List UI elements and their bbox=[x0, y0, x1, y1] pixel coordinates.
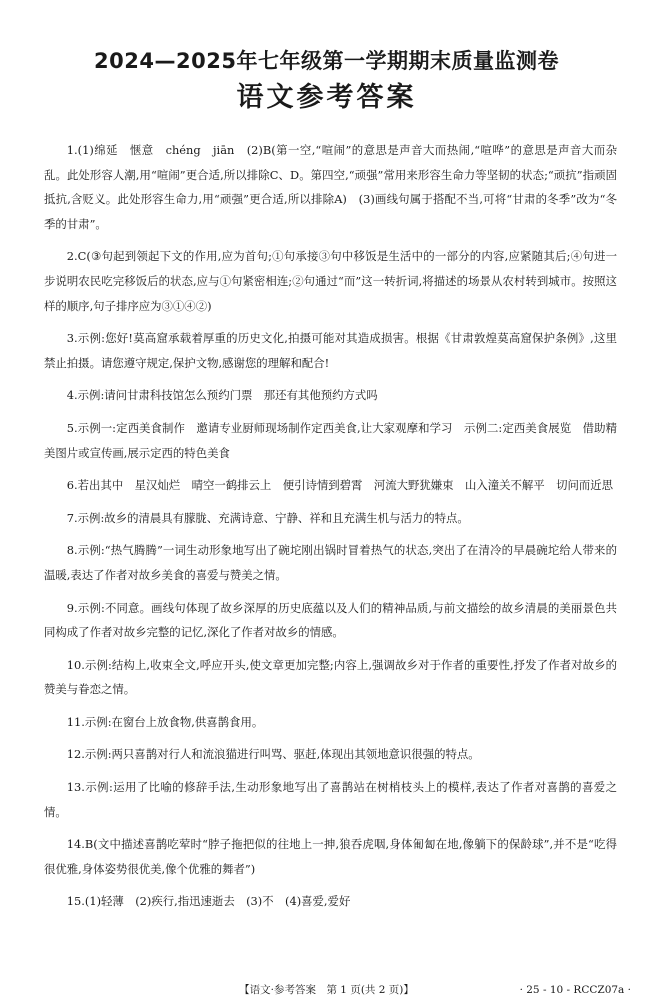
document-code: · 25 - 10 - RCCZ07a · bbox=[519, 984, 631, 996]
answer-item-6: 6.若出其中 星汉灿烂 晴空一鹤排云上 便引诗情到碧霄 河流大野犹嫌束 山入潼关不解平 切问而近思 bbox=[66, 478, 614, 493]
page-footer bbox=[0, 980, 653, 1000]
exam-subtitle: 语文参考答案 bbox=[236, 82, 417, 113]
answer-list bbox=[44, 138, 617, 922]
answer-item-13: 13.示例:运用了比喻的修辞手法,生动形象地写出了喜鹊站在树梢枝头上的模样,表达了作者对喜鹊的喜爱之情。 bbox=[44, 780, 617, 819]
answer-item-4: 4.示例:请问甘肃科技馆怎么预约门票 那还有其他预约方式吗 bbox=[66, 388, 378, 403]
exam-title: 2024—2025年七年级第一学期期末质量监测卷 bbox=[94, 49, 559, 73]
answer-item-15: 15.(1)轻薄 (2)疾行,指迅速逝去 (3)不 (4)喜爱,爱好 bbox=[66, 894, 351, 909]
answer-item-11: 11.示例:在窗台上放食物,供喜鹊食用。 bbox=[66, 714, 264, 729]
answer-item-9: 9.示例:不同意。画线句体现了故乡深厚的历史底蕴以及人们的精神品质,与前文描绘的故乡清晨的美丽景色共同构成了作者对故乡完整的记忆,深化了作者对故乡的情感。 bbox=[44, 600, 617, 640]
page-number-label: 【语文·参考答案 第 1 页(共 2 页)】 bbox=[239, 984, 414, 996]
answer-item-1: 1.(1)绵延 惬意 chéng jiān (2)B(第一空,“喧闹”的意思是声音大而热闹,“喧哗”的意思是声音大而杂乱。此处形容人潮,用“喧闹”更合适,所以排除C、D。第四空,“顽强”常用来形容生命力等坚韧的状态;“顽抗”指顽固抵抗,含贬义。此处形容生命力,用“顽强”更合适,所以排除A) (3)画线句属于搭配不当,可将“甘肃的冬季”改为“冬季的甘肃”。 bbox=[44, 143, 617, 231]
header bbox=[0, 0, 653, 116]
answer-item-10: 10.示例:结构上,收束全文,呼应开头,使文章更加完整;内容上,强调故乡对于作者的重要性,抒发了作者对故乡的赞美与眷恋之情。 bbox=[44, 657, 617, 697]
answer-item-2: 2.C(③句起到领起下文的作用,应为首句;①句承接③句中移饭是生活中的一部分的内容,应紧随其后;④句进一步说明农民吃完移饭后的状态,应与①句紧密相连;②句通过“而”这一转折词,将描述的场景从农村转到城市。按照这样的顺序,句子排序应为③①④②) bbox=[44, 249, 617, 313]
answer-item-3: 3.示例:您好!莫高窟承载着厚重的历史文化,拍摄可能对其造成损害。根据《甘肃敦煌莫高窟保护条例》,这里禁止拍摄。请您遵守规定,保护文物,感谢您的理解和配合! bbox=[44, 331, 617, 370]
answer-item-12: 12.示例:两只喜鹊对行人和流浪猫进行叫骂、驱赶,体现出其领地意识很强的特点。 bbox=[66, 747, 480, 762]
answer-item-5: 5.示例一:定西美食制作 邀请专业厨师现场制作定西美食,让大家观摩和学习 示例二:定西美食展览 借助精美图片或宣传画,展示定西的特色美食 bbox=[44, 420, 617, 460]
answer-item-8: 8.示例:“热气腾腾”一词生动形象地写出了碗坨刚出锅时冒着热气的状态,突出了在清冷的早晨碗坨给人带来的温暖,表达了作者对故乡美食的喜爱与赞美之情。 bbox=[44, 543, 617, 582]
answer-item-7: 7.示例:故乡的清晨具有朦胧、充满诗意、宁静、祥和且充满生机与活力的特点。 bbox=[66, 510, 469, 525]
answer-item-14: 14.B(文中描述喜鹊吃荤时“脖子拖把似的往地上一抻,狼吞虎咽,身体匍匐在地,像躺下的保龄球”,并不是“吃得很优雅,身体姿势很优美,像个优雅的舞者”) bbox=[44, 837, 617, 876]
